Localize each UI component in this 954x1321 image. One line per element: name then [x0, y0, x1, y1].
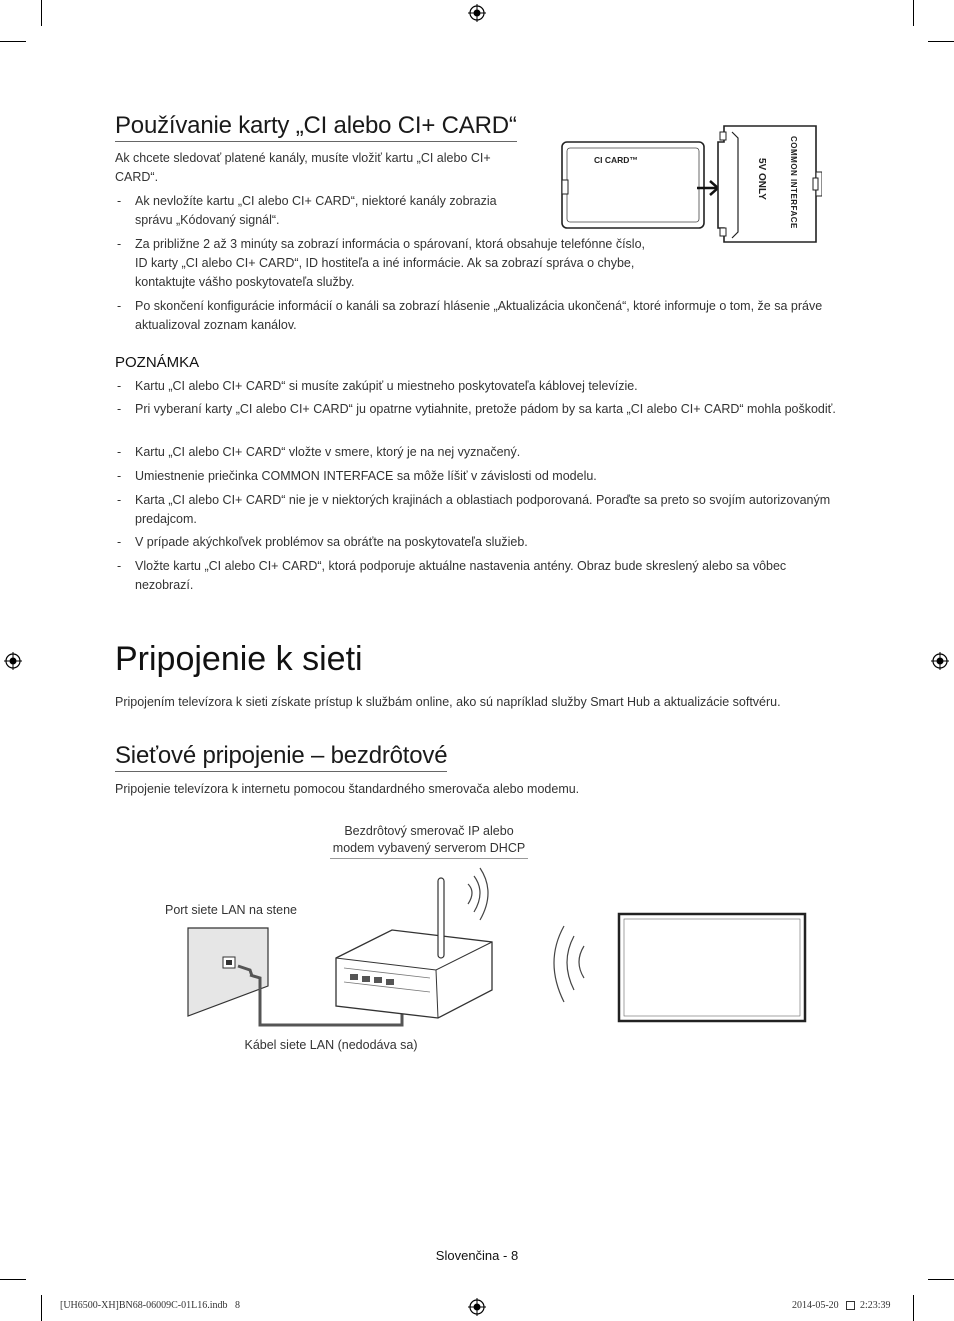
footer-time: 2:23:39 [860, 1300, 891, 1311]
section-title-network: Pripojenie k sieti [115, 640, 363, 678]
5v-only-label: 5V ONLY [756, 158, 767, 200]
note-heading: POZNÁMKA [115, 354, 200, 371]
crop-mark [928, 1279, 954, 1280]
registration-mark-icon [468, 4, 486, 22]
registration-mark-icon [468, 1298, 486, 1316]
page-number: Slovenčina - 8 [435, 1248, 519, 1263]
note-item: - Umiestnenie priečinka COMMON INTERFACE sa môže líšiť v závislosti od modelu. [115, 467, 840, 486]
crop-mark [41, 1295, 42, 1321]
crop-mark [41, 0, 42, 26]
crop-mark [0, 41, 26, 42]
crop-mark [913, 1295, 914, 1321]
note-item: - V prípade akýchkoľvek problémov sa obráťte na poskytovateľa služieb. [115, 533, 840, 552]
crop-mark [0, 1279, 26, 1280]
section-title-ci-card: Používanie karty „CI alebo CI+ CARD“ [115, 112, 517, 142]
section-intro: Ak chcete sledovať platené kanály, musíte vložiť kartu „CI alebo CI+ CARD“. [115, 151, 491, 184]
ci-card-label: CI CARD™ [594, 155, 638, 165]
crop-mark [913, 0, 914, 26]
section-intro: Pripojenie televízora k internetu pomocou štandardného smerovača alebo modemu. [115, 782, 580, 796]
router-label-line2: modem vybavený serverom DHCP [332, 841, 526, 855]
registration-mark-icon [4, 652, 22, 670]
router-label-line1: Bezdrôtový smerovač IP alebo [344, 824, 514, 838]
router-label-underline [330, 858, 528, 859]
note-item: - Pri vyberaní karty „CI alebo CI+ CARD“ ju opatrne vytiahnite, pretože pádom by sa karta „CI alebo CI+ CARD“ mohla poškodiť. [115, 400, 840, 419]
footer-file: [UH6500-XH]BN68-06009C-01L16.indb 8 [60, 1300, 240, 1311]
note-item: - Kartu „CI alebo CI+ CARD“ si musíte zakúpiť u miestneho poskytovateľa káblovej televízie. [115, 377, 840, 396]
wall-port-label: Port siete LAN na stene [164, 903, 298, 917]
registration-mark-icon [931, 652, 949, 670]
list-item: - Ak nevložíte kartu „CI alebo CI+ CARD“, niektoré kanály zobrazia správu „Kódovaný signál“. [115, 192, 530, 230]
crop-mark [928, 41, 954, 42]
list-item: - Po skončení konfigurácie informácií o kanáli sa zobrazí hlásenie „Aktualizácia ukončená“, ktoré informuje o tom, že sa práve aktualizoval zoznam kanálov. [115, 297, 840, 335]
note-item: - Karta „CI alebo CI+ CARD“ nie je v niektorých krajinách a oblastiach podporovaná. Poraďte sa preto so svojím autorizovaným predajcom. [115, 491, 840, 529]
section-intro: Pripojením televízora k sieti získate prístup k službám online, ako sú napríklad služby Smart Hub a aktualizácie softvéru. [115, 695, 781, 709]
ci-card-illustration [560, 124, 822, 248]
clock-icon [846, 1301, 855, 1310]
network-diagram [180, 860, 820, 1030]
cable-label: Kábel siete LAN (nedodáva sa) [244, 1038, 418, 1052]
list-item: - Za približne 2 až 3 minúty sa zobrazí informácia o spárovaní, ktorá obsahuje telefónne číslo, ID karty „CI alebo CI+ CARD“, ID hostiteľa a iné informácie. Ak sa zobrazí správa o chybe, kontaktujte vášho poskytovateľa služby. [115, 235, 660, 292]
common-interface-label: COMMON INTERFACE [789, 136, 798, 229]
section-title-wireless: Sieťové pripojenie – bezdrôtové [115, 742, 447, 772]
note-item: - Vložte kartu „CI alebo CI+ CARD“, ktorá podporuje aktuálne nastavenia antény. Obraz bude skreslený alebo sa vôbec nezobrazí. [115, 557, 840, 595]
note-item: - Kartu „CI alebo CI+ CARD“ vložte v smere, ktorý je na nej vyznačený. [115, 443, 840, 462]
footer-date: 2014-05-20 [792, 1300, 839, 1311]
